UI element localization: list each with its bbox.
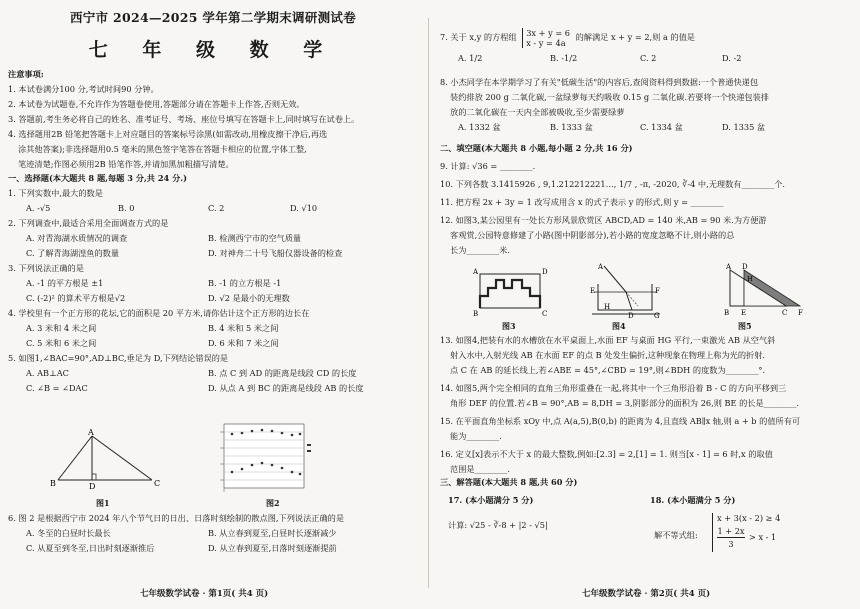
q18-system (712, 513, 780, 552)
q4-stem: 4. 学校里有一个正方形的花坛,它的面积是 20 平方米,请你估计这个正方形的边长在 (8, 308, 310, 318)
figure-3-park-path (470, 266, 550, 318)
q18-label: 解不等式组: (654, 530, 698, 540)
option-b: B. 1333 盆 (550, 122, 593, 132)
option-a: A. 1/2 (458, 53, 483, 63)
q18-title: 18. (本小题满分 5 分) (650, 495, 736, 505)
footer-page-2: 七年级数学试卷 · 第2页( 共4 页) (582, 589, 711, 599)
fig3-label-d: D (542, 268, 548, 276)
fig3-label-c: C (542, 310, 548, 318)
option-a: A. 冬至的白昼时长最长 (26, 528, 111, 538)
q7 (440, 26, 848, 67)
q6-options (8, 527, 416, 542)
q14-line: 14. 如图5,两个完全相同的直角三角形重叠在一起,将其中一个三角形沿着 B - C 的方向平移到三 (440, 383, 787, 393)
section-2 (440, 142, 848, 259)
q7-stem-b: 的解满足 x + y = 2,则 a 的值是 (575, 32, 695, 42)
q18-ineq1: x + 3(x - 2) ≥ 4 (717, 513, 781, 523)
figure-3-caption: 图3 (502, 321, 516, 331)
option-a: A. -1 的平方根是 ±1 (26, 278, 104, 288)
fig1-label-c: C (154, 479, 161, 488)
q11: 11. 把方程 2x + 3y = 1 改写成用含 x 的式子表示 y 的形式,则 y = ________ (440, 197, 724, 207)
q18-ineq2-numerator: 1 + 2x (717, 526, 745, 536)
fig3-label-b: B (473, 310, 479, 318)
fig5-label-b: B (724, 309, 730, 317)
option-b: B. -1/2 (550, 53, 578, 63)
q12-line: 长为________米. (450, 245, 510, 255)
option-b: B. 0 (118, 203, 135, 213)
figure-5-caption: 图5 (738, 321, 752, 331)
note-item: 4. 选择题用2B 铅笔把答题卡上对应题目的答案标号涂黑(如需改动,用橡皮擦干净后,再选 (8, 129, 328, 139)
fill-in-questions (440, 334, 848, 478)
option-d: D. 6 米和 7 米之间 (208, 338, 279, 348)
fig5-label-c: C (782, 309, 788, 317)
option-c: C. 2 (640, 53, 657, 63)
q7-eq2: x - y = 4a (526, 38, 566, 48)
fig4-label-d: D (628, 312, 634, 318)
q7-eq1: 3x + y = 6 (526, 28, 570, 38)
option-b: B. -1 的立方根是 -1 (208, 278, 282, 288)
q13-line: 13. 如图4,把装有水的水槽放在水平桌面上,水面 EF 与桌面 HG 平行,一束激光 AB 从空气斜 (440, 335, 776, 345)
option-b: B. 点 C 到 AD 的距离是线段 CD 的长度 (208, 368, 357, 378)
q7-options (440, 52, 848, 67)
q8 (440, 76, 848, 136)
fig3-label-a: A (473, 268, 479, 276)
q1-stem: 1. 下列实数中,最大的数是 (8, 188, 103, 198)
option-d: D. √10 (290, 203, 318, 213)
fig5-label-f: F (798, 309, 803, 317)
option-b: B. 检测西宁市的空气质量 (208, 233, 302, 243)
q6-stem: 6. 图 2 是根据西宁市 2024 年八个节气日的日出、日落时刻绘制的散点图,下列说法正确的是 (8, 513, 345, 523)
q12-line: 12. 如图3,某公园里有一处长方形风景欣赏区 ABCD,AD = 140 米,AB = 90 米.为方便游 (440, 215, 767, 225)
option-d: D. 1335 盆 (722, 122, 766, 132)
section-1 (8, 172, 416, 397)
q5-stem: 5. 如图1,∠BAC=90°,AD⊥BC,垂足为 D,下列结论错误的是 (8, 353, 229, 363)
section-3 (440, 476, 848, 491)
fig4-label-e: E (590, 287, 596, 295)
q8-options (440, 121, 848, 136)
page-2 (432, 0, 854, 609)
q17 (448, 494, 628, 534)
q17-title: 17. (本小题满分 5 分) (448, 495, 534, 505)
option-c: C. (-2)² 的算术平方根是√2 (26, 293, 126, 303)
figure-5-triangles (710, 262, 806, 318)
notes-heading: 注意事项: (8, 69, 44, 79)
option-d: D. √2 是最小的无理数 (208, 293, 290, 303)
option-d: D. 对神舟二十号飞船仪器设备的检查 (208, 248, 343, 258)
figure-2-scatter-chart (206, 420, 336, 498)
q18-ineq2 (717, 526, 780, 552)
note-item: 涂其他答案);非选择题用0.5 毫米的黑色签字笔答在答题卡相应的位置,字体工整, (18, 144, 307, 154)
option-a: A. -√5 (26, 203, 51, 213)
figure-1-triangle (50, 428, 170, 490)
page-1 (0, 0, 425, 609)
fig1-label-b: B (50, 479, 56, 488)
fig4-label-g: G (654, 312, 660, 318)
fig5-label-d: D (742, 263, 748, 271)
figure-2-caption: 图2 (266, 498, 280, 508)
q17-expression: 计算: √25 - ∛-8 + |2 - √5| (448, 520, 548, 530)
q9: 9. 计算: √36 = ________. (440, 161, 536, 171)
footer-page-1: 七年级数学试卷 · 第1页( 共4 页) (140, 589, 269, 599)
q13-line: 点 C 在 AB 的延长线上,若∠ABE = 45°,∠CBD = 19°,则∠BDH 的度数为________°. (450, 365, 766, 375)
fig4-label-f: F (655, 287, 660, 295)
grade-title: 七 年 级 数 学 (88, 39, 337, 61)
q6 (8, 512, 416, 557)
q7-system (522, 28, 570, 48)
option-a: A. 对青海湖水质情况的调查 (26, 233, 128, 243)
option-b: B. 4 米和 5 米之间 (208, 323, 279, 333)
q16-line: 16. 定义[x]表示不大于 x 的最大整数,例如:[2.3] = 2,[1] = 1. 则当[x - 1] = 6 时,x 的取值 (440, 449, 773, 459)
notes (8, 68, 416, 173)
fig1-label-a: A (88, 428, 94, 437)
q8-line: 装约排放 200 g 二氧化碳,一盆绿萝每天约吸收 0.15 g 二氧化碳.若要将一个快递包装排 (450, 92, 769, 102)
q3-stem: 3. 下列说法正确的是 (8, 263, 84, 273)
q8-line: 8. 小杰同学在本学期学习了有关"低碳生活"的内容后,查阅资料得到数据:一个普通快递包 (440, 77, 759, 87)
q14-line: 角形 DEF 的位置.若∠B = 90°,AB = 8,DH = 3,阴影部分的面积为 26,则 BE 的长是________. (450, 398, 800, 408)
option-d: D. 从立春到夏至,日落时刻逐渐提前 (208, 543, 337, 553)
q15-line: 能为________. (450, 431, 502, 441)
option-d: D. -2 (722, 53, 742, 63)
option-d: D. 从点 A 到 BC 的距离是线段 AB 的长度 (208, 383, 364, 393)
note-item: 2. 本试卷为试题卷,不允许作为答题卷使用,答题部分请在答题卡上作答,否则无效。 (8, 99, 305, 109)
fig5-label-h: H (747, 275, 753, 283)
q3-options (8, 277, 416, 292)
q10: 10. 下列各数 3.1415926 , 9,1.212212221…, 1/7 , -π, -2020, ∛-4 中,无理数有________个. (440, 179, 785, 189)
q2-options (8, 232, 416, 247)
option-b: B. 从立春到夏至,白昼时长逐渐减少 (208, 528, 337, 538)
option-a: A. 1332 盆 (458, 122, 501, 132)
fig5-label-e: E (741, 309, 747, 317)
q16-line: 范围是________. (450, 464, 510, 474)
q5-options (8, 367, 416, 382)
q8-line: 放的二氧化碳在一天内全部被吸收,至少需要绿萝 (450, 107, 625, 117)
q18-ineq2-relation: > x - 1 (749, 532, 777, 542)
q1-options (8, 202, 416, 217)
page-divider (428, 18, 429, 588)
note-item: 1. 本试卷满分100 分,考试时间90 分钟。 (8, 84, 159, 94)
note-item: 3. 答题前,考生务必将自己的姓名、准考证号、考场、座位号填写在答题卡上,同时填写在试卷上。 (8, 114, 360, 124)
option-c: C. 5 米和 6 米之间 (26, 338, 97, 348)
fig4-label-h: H (604, 303, 611, 311)
q7-stem-a: 7. 关于 x,y 的方程组 (440, 32, 517, 42)
note-item: 笔迹清楚;作图必须用2B 铅笔作答,并请加黑加粗描写清楚。 (18, 159, 234, 169)
q2-stem: 2. 下列调查中,最适合采用全面调查方式的是 (8, 218, 169, 228)
section-1-heading: 一、选择题(本大题共 8 题,每题 3 分,共 24 分.) (8, 173, 188, 183)
option-c: C. 1334 盆 (640, 122, 683, 132)
q18-ineq2-denominator: 3 (728, 539, 734, 549)
q15-line: 15. 在平面直角坐标系 xOy 中,点 A(a,5),B(0,b) 的距离为 4,且直线 AB∥x 轴,则 a + b 的值所有可 (440, 416, 801, 426)
fig5-label-a: A (726, 263, 732, 271)
figure-4-water-tank (590, 262, 662, 318)
figure-1-caption: 图1 (96, 498, 110, 508)
section-2-heading: 二、填空题(本大题共 8 小题,每小题 2 分,共 16 分) (440, 143, 633, 153)
option-c: C. 从夏至到冬至,日出时刻逐渐推后 (26, 543, 155, 553)
q12-line: 客观赏,公园特意修建了小路(图中阴影部分),若小路的宽度忽略不计,则小路的总 (450, 230, 735, 240)
q13-line: 射入水中,入射光线 AB 在水面 EF 的点 B 处发生偏折,这种现象在物理上称为光的折射. (450, 350, 766, 360)
figure-4-caption: 图4 (612, 321, 626, 331)
fig4-label-a: A (598, 263, 604, 271)
option-a: A. 3 米和 4 米之间 (26, 323, 97, 333)
option-c: C. 了解青海湖湟鱼的数量 (26, 248, 120, 258)
option-c: C. 2 (208, 203, 225, 213)
option-c: C. ∠B = ∠DAC (26, 383, 88, 393)
section-3-heading: 三、解答题(本大题共 8 题,共 60 分) (440, 477, 578, 487)
q18 (642, 494, 842, 561)
q4-options (8, 322, 416, 337)
fig1-label-d: D (89, 482, 96, 490)
exam-title: 西宁市 2024—2025 学年第二学期末调研测试卷 (69, 10, 357, 25)
option-a: A. AB⊥AC (26, 368, 69, 378)
